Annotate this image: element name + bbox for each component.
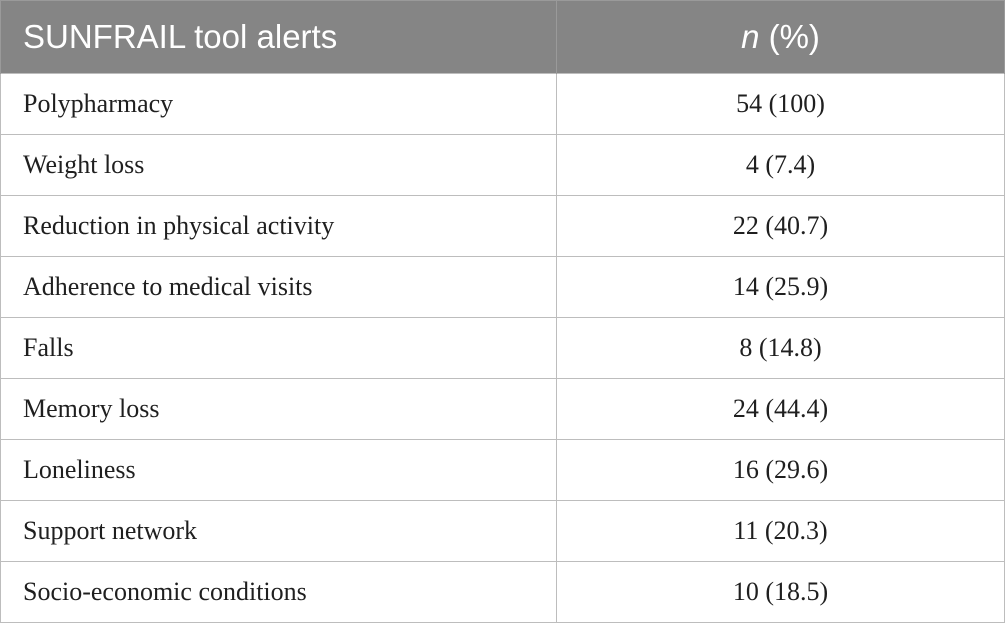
row-count-value: 14 (25.9) — [557, 257, 1005, 318]
table-header-row — [1, 1, 1005, 74]
table-row — [1, 257, 1005, 318]
table-row — [1, 318, 1005, 379]
row-count-value: 10 (18.5) — [557, 562, 1005, 623]
table-row — [1, 501, 1005, 562]
row-alert-label: Adherence to medical visits — [1, 257, 557, 318]
table-row — [1, 135, 1005, 196]
table-row — [1, 74, 1005, 135]
row-alert-label: Support network — [1, 501, 557, 562]
table-row — [1, 196, 1005, 257]
header-alerts: SUNFRAIL tool alerts — [1, 1, 557, 74]
row-alert-label: Socio-economic conditions — [1, 562, 557, 623]
table-row — [1, 440, 1005, 501]
table-row — [1, 562, 1005, 623]
header-count-percent — [557, 1, 1005, 74]
row-count-value: 8 (14.8) — [557, 318, 1005, 379]
header-percent: (%) — [759, 18, 820, 55]
row-alert-label: Polypharmacy — [1, 74, 557, 135]
row-count-value: 4 (7.4) — [557, 135, 1005, 196]
row-count-value: 22 (40.7) — [557, 196, 1005, 257]
row-count-value: 54 (100) — [557, 74, 1005, 135]
table-row — [1, 379, 1005, 440]
row-alert-label: Weight loss — [1, 135, 557, 196]
row-alert-label: Loneliness — [1, 440, 557, 501]
row-count-value: 24 (44.4) — [557, 379, 1005, 440]
row-count-value: 16 (29.6) — [557, 440, 1005, 501]
header-n: n — [741, 18, 760, 55]
row-alert-label: Falls — [1, 318, 557, 379]
row-alert-label: Reduction in physical activity — [1, 196, 557, 257]
row-count-value: 11 (20.3) — [557, 501, 1005, 562]
row-alert-label: Memory loss — [1, 379, 557, 440]
